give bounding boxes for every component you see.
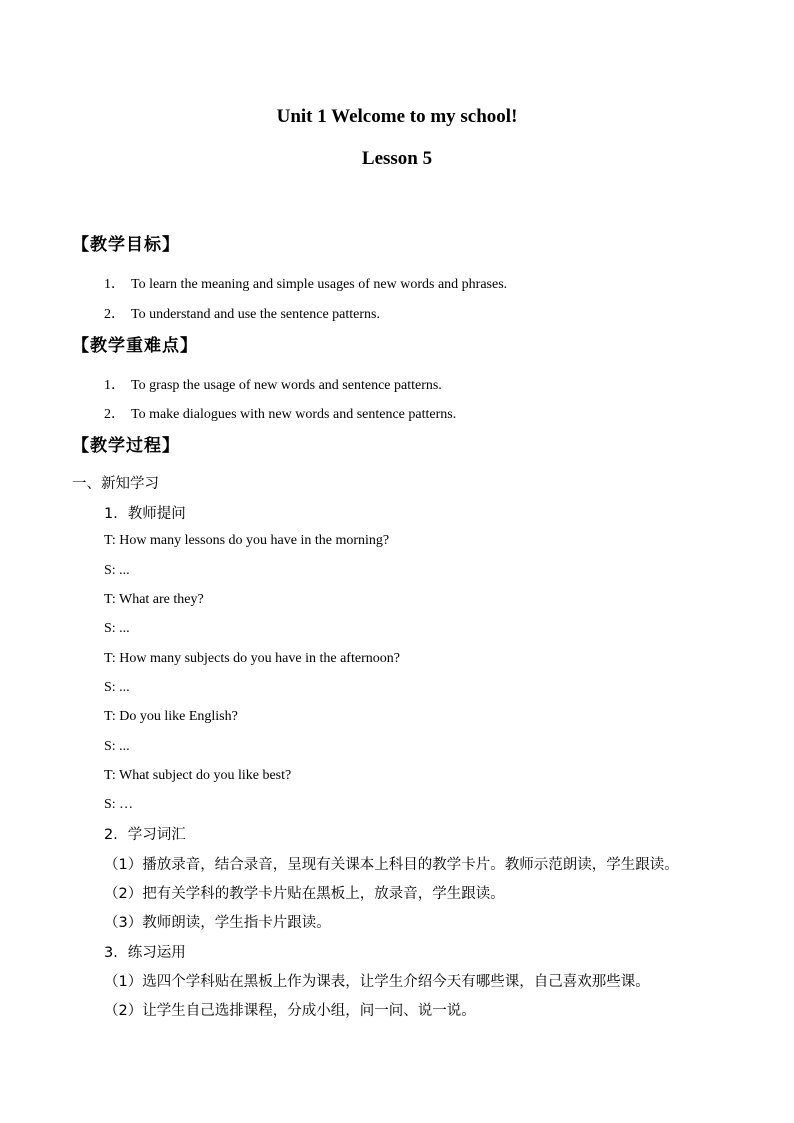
- item-number: 2．: [104, 307, 125, 322]
- item-number: 1．: [104, 378, 125, 393]
- item-text: To make dialogues with new words and sentence patterns.: [131, 407, 457, 422]
- dialogue-line: S: ...: [104, 739, 130, 754]
- dialogue-line: T: How many lessons do you have in the morning?: [104, 533, 390, 548]
- step-item: （1）选四个学科贴在黑板上作为课表，让学生介绍今天有哪些课，自己喜欢那些课。: [104, 974, 650, 990]
- dialogue-line: T: What are they?: [104, 592, 204, 607]
- dialogue-line: S: ...: [104, 680, 130, 695]
- dialogue-line: T: What subject do you like best?: [104, 768, 292, 783]
- key-point-item: [104, 374, 442, 394]
- dialogue-line: T: Do you like English?: [104, 709, 238, 724]
- step-item: （2）让学生自己选排课程，分成小组，问一问、说一说。: [104, 1003, 476, 1019]
- objective-item: [104, 273, 507, 293]
- item-text: To learn the meaning and simple usages of new words and phrases.: [131, 277, 508, 292]
- dialogue-line: S: ...: [104, 621, 130, 636]
- key-point-item: [104, 403, 456, 423]
- item-number: 1．: [104, 277, 125, 292]
- step-item: （1）播放录音，结合录音，呈现有关课本上科目的教学卡片。教师示范朗读，学生跟读。: [104, 857, 679, 873]
- document-title: Unit 1 Welcome to my school!: [276, 106, 518, 127]
- step-item: （3）教师朗读，学生指卡片跟读。: [104, 915, 331, 931]
- step-title: 2．学习词汇: [104, 827, 186, 843]
- process-heading: 【教学过程】: [72, 436, 180, 456]
- objective-item: [104, 303, 380, 323]
- item-text: To understand and use the sentence patterns.: [131, 307, 380, 322]
- step-title: 1．教师提问: [104, 506, 186, 522]
- step-item: （2）把有关学科的教学卡片贴在黑板上，放录音，学生跟读。: [104, 886, 505, 902]
- lesson-title: Lesson 5: [361, 148, 433, 169]
- dialogue-line: S: …: [104, 797, 134, 812]
- item-number: 2．: [104, 407, 125, 422]
- item-text: To grasp the usage of new words and sentence patterns.: [131, 378, 442, 393]
- section-title: 一、新知学习: [72, 476, 159, 492]
- dialogue-line: T: How many subjects do you have in the afternoon?: [104, 651, 400, 666]
- dialogue-line: S: ...: [104, 563, 130, 578]
- objectives-heading: 【教学目标】: [72, 235, 180, 255]
- step-title: 3．练习运用: [104, 945, 186, 961]
- key-points-heading: 【教学重难点】: [72, 336, 198, 356]
